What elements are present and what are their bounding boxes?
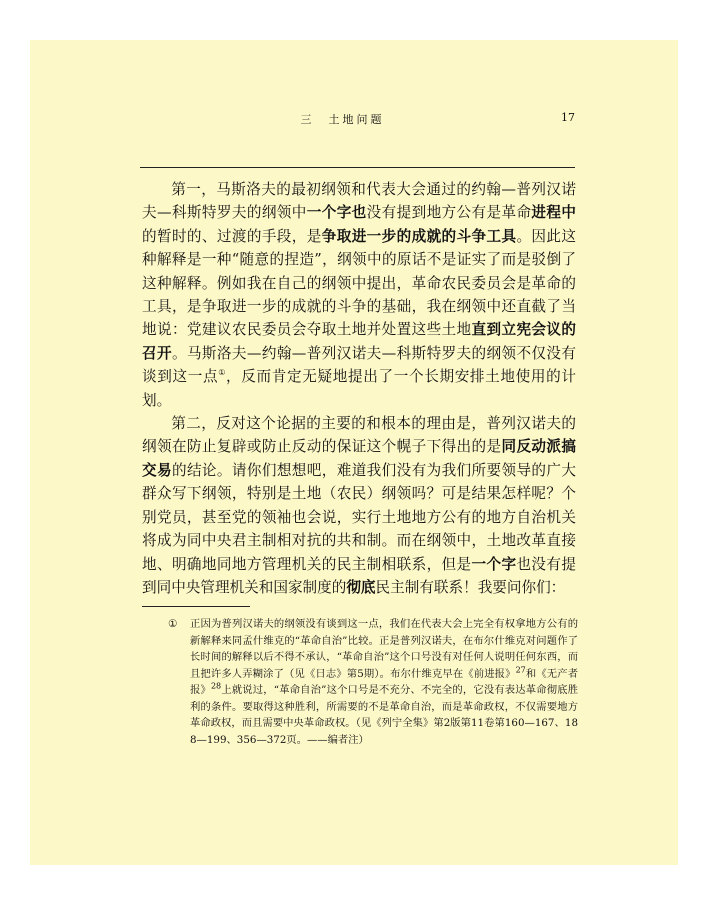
- text-run: 民主制有联系！我要问你们：: [375, 578, 566, 596]
- text-run: 也没有提到同中央管理机关和国家制度的: [142, 555, 576, 596]
- emphasis-text: 同反动派搞交易: [142, 438, 576, 479]
- running-header: [110, 111, 575, 131]
- text-run: ，反而肯定无疑地提出了一个长期安排土地使用的计划。: [142, 368, 576, 409]
- text-run: 。因此这种解释是一种“随意的捏造”，纲领中的原话不是证实了而是驳倒了这种解释。例如我在自己的纲领中提出，革命农民委员会是革命的工具，是争取进一步的成就的斗争的基础，我在纲领中还直截了当地说：党建议农民委员会夺取土地并处置这些土地: [142, 227, 576, 339]
- text-run: 的暂时的、过渡的手段，是: [142, 227, 322, 245]
- text-run: 和《无产者报》: [190, 667, 579, 696]
- note-reference: 28: [210, 681, 222, 691]
- note-reference: ①: [218, 368, 227, 378]
- footnote-mark: ①: [168, 618, 178, 630]
- emphasis-text: 直到立宪会议的召开: [142, 321, 576, 362]
- emphasis-text: 一个字: [471, 555, 517, 573]
- note-reference: 27: [515, 665, 526, 675]
- text-run: 上就说过，“革命自治”这个口号是不充分、不完全的，它没有表达革命彻底胜利的条件。要取得这种胜利，所需要的不是革命自治，而是革命政权，不仅需要地方革命政权，而且需要中央革命政权。（见《列宁全集》第2版第11卷第160—167、188—199、356—372页。——编者注）: [190, 684, 578, 746]
- page-number: 17: [561, 111, 575, 124]
- text-run: 正因为普列汉诺夫的纲领没有谈到这一点，我们在代表大会上完全有权拿地方公有的新解释来同孟什维克的“革命自治”比较。正是普列汉诺夫，在布尔什维克对问题作了长时间的解释以后不得不承认，“革命自治”这个口号没有对任何人说明任何东西，而且把许多人弄糊涂了（见《日志》第5期）。布尔什维克早在《前进报》: [190, 618, 578, 680]
- header-rule: [140, 167, 575, 168]
- emphasis-text: 进程中: [531, 204, 576, 222]
- text-run: 没有提到地方公有是革命: [366, 204, 532, 222]
- footnote-rule: [142, 606, 250, 607]
- footnote-body: [190, 616, 578, 748]
- paragraph-2: [142, 412, 576, 599]
- emphasis-text: 争取进一步的成就的斗争工具: [321, 227, 517, 245]
- paragraph-1: [142, 178, 576, 412]
- footnote: [168, 616, 578, 748]
- emphasis-text: 一个字也: [306, 204, 367, 222]
- text-run: 第一，马斯洛夫的最初纲领和代表大会通过的约翰—普列汉诺夫—科斯特罗夫的纲领中: [142, 181, 576, 222]
- text-run: 。马斯洛夫—约翰—普列汉诺夫—科斯特罗夫的纲领不仅没有谈到这一点: [142, 344, 576, 386]
- emphasis-text: 彻底: [346, 578, 376, 596]
- text-run: 的结论。请你们想想吧，难道我们没有为我们所要领导的广大群众写下纲领，特别是土地（农民）纲领吗？可是结果怎样呢？个别党员，甚至党的领袖也会说，实行土地地方公有的地方自治机关将成为同中央君主制相对抗的共和制。而在纲领中，土地改革直接地、明确地同地方管理机关的民主制相联系，但是: [142, 461, 576, 573]
- text-run: 第二，反对这个论据的主要的和根本的理由是，普列汉诺夫的纲领在防止复辟或防止反动的保证这个幌子下得出的是: [142, 415, 576, 456]
- chapter-title: 三 土地问题: [300, 113, 385, 126]
- main-text: [142, 178, 576, 599]
